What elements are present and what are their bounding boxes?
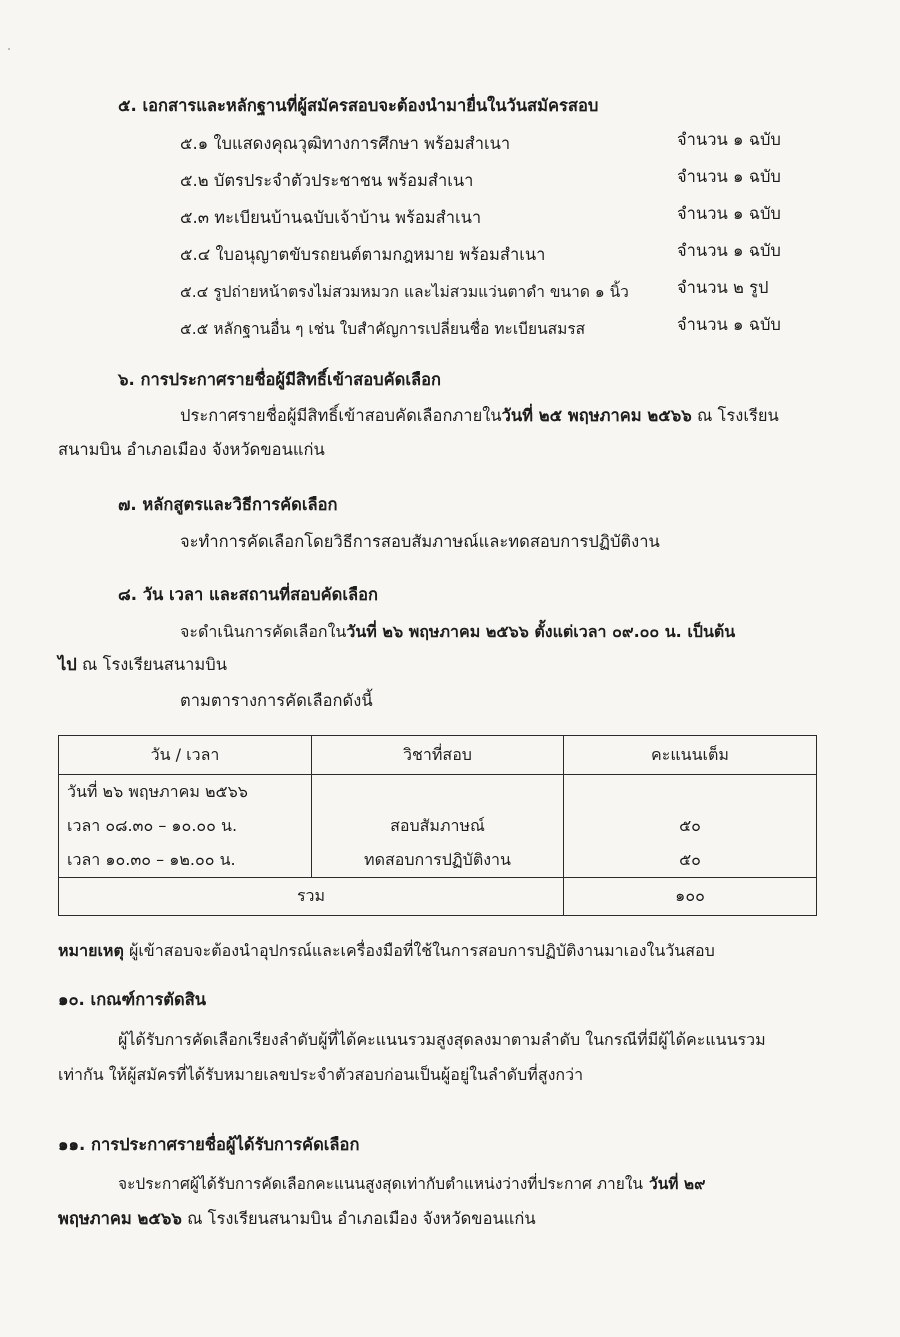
doc-item-label: ๕.๔ รูปถ่ายหน้าตรงไม่สวมหมวก และไม่สวมแว่นตาดำ ขนาด ๑ นิ้ว <box>180 283 629 301</box>
doc-item-label: ๕.๓ ทะเบียนบ้านฉบับเจ้าบ้าน พร้อมสำเนา <box>180 208 482 227</box>
note-text: ผู้เข้าสอบจะต้องนำอุปกรณ์และเครื่องมือที่ใช้ในการสอบการปฏิบัติงานมาเองในวันสอบ <box>123 941 715 960</box>
total-label: รวม <box>59 878 564 916</box>
section6-line1 <box>180 404 779 428</box>
exam-date-time: วันที่ ๒๖ พฤษภาคม ๒๕๖๖ ตั้งแต่เวลา ๐๙.๐๐ น. เป็นต้น <box>346 622 736 641</box>
subject-cell <box>312 775 564 878</box>
doc-item-label: ๕.๒ บัตรประจำตัวประชาชน พร้อมสำเนา <box>180 171 474 190</box>
section11-heading: ๑๑. การประกาศรายชื่อผู้ได้รับการคัดเลือก <box>58 1135 360 1154</box>
table-total-row <box>59 878 817 916</box>
col-header-full-score: คะแนนเต็ม <box>564 736 817 775</box>
section7-heading: ๗. หลักสูตรและวิธีการคัดเลือก <box>118 495 338 514</box>
doc-item-amount: จำนวน ๑ ฉบับ <box>677 167 781 186</box>
section5-heading: ๕. เอกสารและหลักฐานที่ผู้สมัครสอบจะต้องนำมายื่นในวันสมัครสอบ <box>118 96 599 115</box>
section8-line2-text: ณ โรงเรียนสนามบิน <box>76 655 228 674</box>
result-date-month: พฤษภาคม ๒๕๖๖ <box>58 1209 182 1228</box>
section10-line2: เท่ากัน ให้ผู้สมัครที่ได้รับหมายเลขประจำตัวสอบก่อนเป็นผู้อยู่ในลำดับที่สูงกว่า <box>58 1065 584 1084</box>
date-time-cell <box>59 775 312 878</box>
table-row <box>59 775 817 878</box>
section8-line1-text: จะดำเนินการคัดเลือกใน <box>180 622 347 641</box>
section7-line1: จะทำการคัดเลือกโดยวิธีการสอบสัมภาษณ์และทดสอบการปฏิบัติงาน <box>180 532 660 551</box>
section8-line1 <box>180 620 735 644</box>
doc-item-amount: จำนวน ๑ ฉบับ <box>677 241 781 260</box>
section10-line1: ผู้ได้รับการคัดเลือกเรียงลำดับผู้ที่ได้คะแนนรวมสูงสุดลงมาตามลำดับ ในกรณีที่มีผู้ได้คะแนนรวม <box>118 1030 766 1049</box>
section6-line2: สนามบิน อำเภอเมือง จังหวัดขอนแก่น <box>58 440 325 459</box>
col-header-subject: วิชาที่สอบ <box>312 736 564 775</box>
score-practical: ๕๐ <box>679 850 701 869</box>
subject-interview: สอบสัมภาษณ์ <box>390 816 485 835</box>
total-score: ๑๐๐ <box>564 878 817 916</box>
doc-item-amount: จำนวน ๒ รูป <box>677 278 769 297</box>
time-slot-2: เวลา ๑๐.๓๐ – ๑๒.๐๐ น. <box>67 850 236 869</box>
note-label: หมายเหตุ <box>58 941 124 960</box>
subject-practical: ทดสอบการปฏิบัติงาน <box>364 850 511 869</box>
table-header-row <box>59 736 817 775</box>
result-date-day: วันที่ ๒๙ <box>649 1175 706 1193</box>
exam-schedule-table <box>58 735 817 916</box>
score-interview: ๕๐ <box>679 816 701 835</box>
doc-item-label: ๕.๑ ใบแสดงคุณวุฒิทางการศึกษา พร้อมสำเนา <box>180 134 511 153</box>
section11-line1 <box>118 1172 705 1196</box>
doc-item-label: ๕.๕ หลักฐานอื่น ๆ เช่น ใบสำคัญการเปลี่ยนชื่อ ทะเบียนสมรส <box>180 320 586 338</box>
section11-line2 <box>58 1207 536 1231</box>
section8-line3: ตามตารางการคัดเลือกดังนี้ <box>180 691 373 710</box>
section11-line1-text: จะประกาศผู้ได้รับการคัดเลือกคะแนนสูงสุดเท่ากับตำแหน่งว่างที่ประกาศ ภายใน <box>118 1175 643 1193</box>
note-line <box>58 939 715 963</box>
announce-date: วันที่ ๒๕ พฤษภาคม ๒๕๖๖ <box>501 406 692 425</box>
section8-line2 <box>58 653 227 677</box>
section11-line2-text: ณ โรงเรียนสนามบิน อำเภอเมือง จังหวัดขอนแก่น <box>181 1209 536 1228</box>
scan-speck <box>8 48 10 50</box>
section6-line1-tail: ณ โรงเรียน <box>691 406 779 425</box>
doc-item-amount: จำนวน ๑ ฉบับ <box>677 204 781 223</box>
doc-item-amount: จำนวน ๑ ฉบับ <box>677 130 781 149</box>
doc-item-label: ๕.๔ ใบอนุญาตขับรถยนต์ตามกฎหมาย พร้อมสำเนา <box>180 245 546 264</box>
score-cell <box>564 775 817 878</box>
section6-line1-text: ประกาศรายชื่อผู้มีสิทธิ์เข้าสอบคัดเลือกภายใน <box>180 406 502 425</box>
section6-heading: ๖. การประกาศรายชื่อผู้มีสิทธิ์เข้าสอบคัดเลือก <box>118 370 442 389</box>
col-header-date-time: วัน / เวลา <box>59 736 312 775</box>
exam-date: วันที่ ๒๖ พฤษภาคม ๒๕๖๖ <box>67 782 248 801</box>
section10-heading: ๑๐. เกณฑ์การตัดสิน <box>58 990 207 1009</box>
section8-heading: ๘. วัน เวลา และสถานที่สอบคัดเลือก <box>118 585 379 604</box>
time-slot-1: เวลา ๐๘.๓๐ – ๑๐.๐๐ น. <box>67 816 238 835</box>
section8-line2-lead: ไป <box>58 655 77 674</box>
doc-item-amount: จำนวน ๑ ฉบับ <box>677 315 781 334</box>
